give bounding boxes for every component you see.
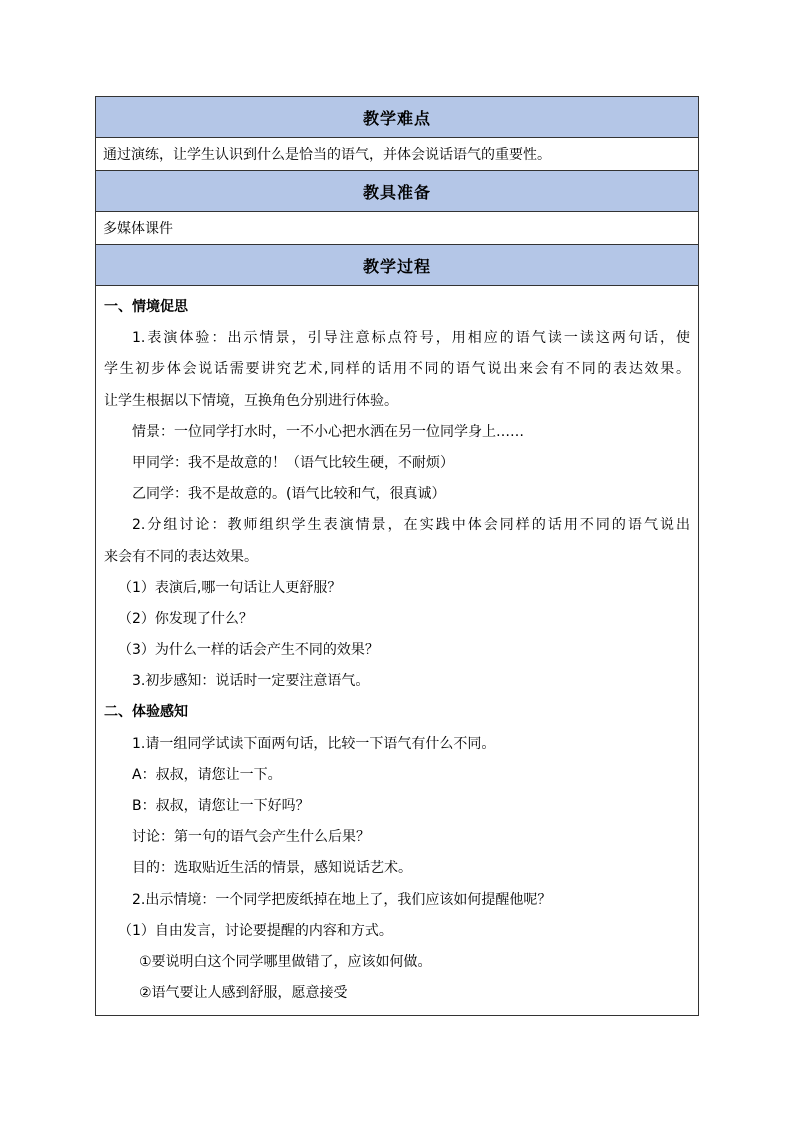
question-item: （2）你发现了什么？ xyxy=(118,610,253,627)
paragraph-line: 甲同学：我不是故意的！（语气比较生硬，不耐烦） xyxy=(132,454,454,471)
question-item: （1）自由发言，讨论要提醒的内容和方式。 xyxy=(118,922,393,939)
materials-content: 多媒体课件 xyxy=(96,212,698,245)
paragraph-line: 讨论：第一句的语气会产生什么后果？ xyxy=(132,829,370,846)
process-header: 教学过程 xyxy=(96,245,698,286)
paragraph-line: B：叔叔，请您让一下好吗？ xyxy=(132,798,310,814)
section-heading: 二、体验感知 xyxy=(104,704,188,721)
paragraph-line: 乙同学：我不是故意的。(语气比较和气，很真诚） xyxy=(132,486,446,503)
question-item: （3）为什么一样的话会产生不同的效果？ xyxy=(118,642,379,659)
lesson-plan-table xyxy=(95,96,699,1016)
paragraph-line: 情景：一位同学打水时，一不小心把水洒在另一位同学身上…… xyxy=(132,423,524,440)
paragraph-line: 1.请一组同学试读下面两句话，比较一下语气有什么不同。 xyxy=(132,735,496,752)
paragraph-line: 1.表演体验：出示情景，引导注意标点符号，用相应的语气读一读这两句话，使 xyxy=(132,330,690,347)
materials-header: 教具准备 xyxy=(96,171,698,212)
process-body xyxy=(96,286,698,1015)
paragraph-line: 来会有不同的表达效果。 xyxy=(104,548,258,565)
paragraph-line: 学生初步体会说话需要讲究艺术,同样的话用不同的语气说出来会有不同的表达效果。 xyxy=(104,361,690,378)
section-heading: 一、情境促思 xyxy=(104,299,188,315)
paragraph-line: 目的：选取贴近生活的情景，感知说话艺术。 xyxy=(132,860,412,877)
list-item: ②语气要让人感到舒服，愿意接受 xyxy=(139,985,348,1002)
paragraph-line: 2.出示情境：一个同学把废纸掉在地上了，我们应该如何提醒他呢？ xyxy=(132,891,552,908)
difficulty-content: 通过演练，让学生认识到什么是恰当的语气，并体会说话语气的重要性。 xyxy=(96,138,698,171)
difficulty-header: 教学难点 xyxy=(96,97,698,138)
paragraph-line: 3.初步感知：说话时一定要注意语气。 xyxy=(132,673,370,690)
paragraph-line: 让学生根据以下情境，互换角色分别进行体验。 xyxy=(104,392,398,409)
list-item: ①要说明白这个同学哪里做错了，应该如何做。 xyxy=(139,953,432,970)
question-item: （1）表演后,哪一句话让人更舒服？ xyxy=(118,579,342,596)
paragraph-line: 2.分组讨论：教师组织学生表演情景，在实践中体会同样的话用不同的语气说出 xyxy=(132,517,690,534)
paragraph-line: A：叔叔，请您让一下。 xyxy=(132,766,282,783)
